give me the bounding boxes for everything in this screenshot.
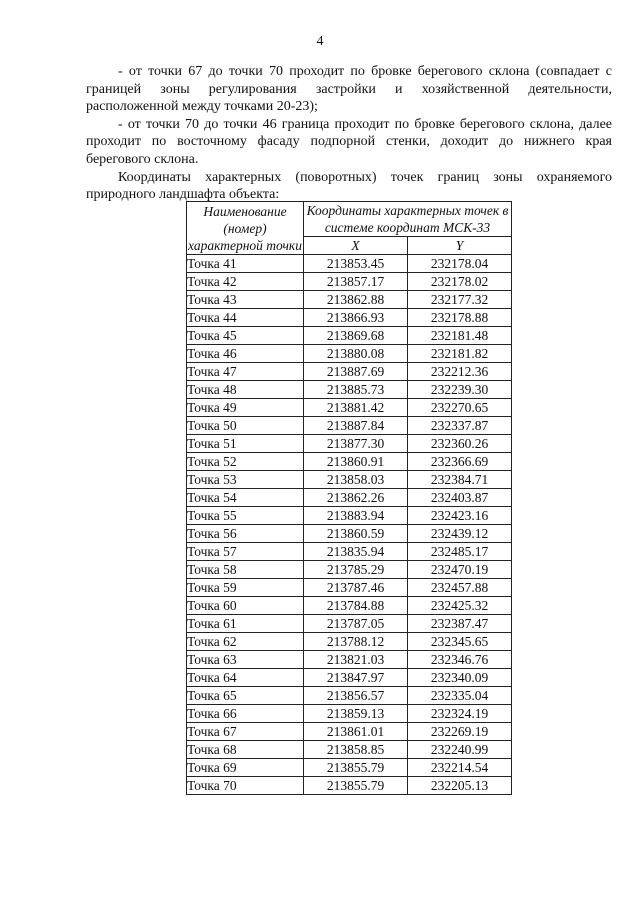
point-name-cell: Точка 59 (187, 579, 304, 597)
table-row (187, 363, 512, 381)
point-name-cell: Точка 43 (187, 291, 304, 309)
header-x: X (304, 237, 408, 255)
point-name-cell: Точка 49 (187, 399, 304, 417)
page-number: 4 (316, 34, 324, 49)
table-row (187, 507, 512, 525)
y-coordinate-cell: 232470.19 (408, 561, 512, 579)
x-coordinate-cell: 213860.59 (304, 525, 408, 543)
point-name-cell: Точка 58 (187, 561, 304, 579)
x-coordinate-cell: 213880.08 (304, 345, 408, 363)
table-row (187, 633, 512, 651)
table-row (187, 255, 512, 273)
point-name-cell: Точка 60 (187, 597, 304, 615)
table-row (187, 435, 512, 453)
point-name-cell: Точка 52 (187, 453, 304, 471)
table-row (187, 651, 512, 669)
y-coordinate-cell: 232337.87 (408, 417, 512, 435)
point-name-cell: Точка 45 (187, 327, 304, 345)
y-coordinate-cell: 232324.19 (408, 705, 512, 723)
table-row (187, 705, 512, 723)
paragraph-segment-70-46: - от точки 70 до точки 46 граница проходит по бровке берегового склона, далее проходит по восточному фасаду подпорной стенки, доходит до нижнего края берегового склона. (86, 116, 612, 167)
x-coordinate-cell: 213862.26 (304, 489, 408, 507)
y-coordinate-cell: 232423.16 (408, 507, 512, 525)
y-coordinate-cell: 232403.87 (408, 489, 512, 507)
y-coordinate-cell: 232269.19 (408, 723, 512, 741)
table-row (187, 525, 512, 543)
point-name-cell: Точка 61 (187, 615, 304, 633)
x-coordinate-cell: 213853.45 (304, 255, 408, 273)
y-coordinate-cell: 232335.04 (408, 687, 512, 705)
point-name-cell: Точка 53 (187, 471, 304, 489)
table-row (187, 489, 512, 507)
table-row (187, 309, 512, 327)
point-name-cell: Точка 55 (187, 507, 304, 525)
header-coordinates: Координаты характерных точек в системе координат МСК-33 (304, 202, 512, 237)
point-name-cell: Точка 42 (187, 273, 304, 291)
point-name-cell: Точка 62 (187, 633, 304, 651)
y-coordinate-cell: 232178.88 (408, 309, 512, 327)
x-coordinate-cell: 213855.79 (304, 777, 408, 795)
x-coordinate-cell: 213785.29 (304, 561, 408, 579)
table-row (187, 561, 512, 579)
y-coordinate-cell: 232340.09 (408, 669, 512, 687)
table-row (187, 543, 512, 561)
x-coordinate-cell: 213858.85 (304, 741, 408, 759)
x-coordinate-cell: 213855.79 (304, 759, 408, 777)
y-coordinate-cell: 232181.48 (408, 327, 512, 345)
table-header-row (187, 202, 512, 237)
y-coordinate-cell: 232240.99 (408, 741, 512, 759)
header-y: Y (408, 237, 512, 255)
paragraph-coordinates-intro: Координаты характерных (поворотных) точек границ зоны охраняемого природного ландшафта объекта: (86, 169, 612, 203)
y-coordinate-cell: 232345.65 (408, 633, 512, 651)
y-coordinate-cell: 232178.02 (408, 273, 512, 291)
point-name-cell: Точка 41 (187, 255, 304, 273)
x-coordinate-cell: 213885.73 (304, 381, 408, 399)
y-coordinate-cell: 232360.26 (408, 435, 512, 453)
y-coordinate-cell: 232387.47 (408, 615, 512, 633)
y-coordinate-cell: 232457.88 (408, 579, 512, 597)
point-name-cell: Точка 67 (187, 723, 304, 741)
y-coordinate-cell: 232485.17 (408, 543, 512, 561)
table-row (187, 777, 512, 795)
table-row (187, 291, 512, 309)
x-coordinate-cell: 213788.12 (304, 633, 408, 651)
x-coordinate-cell: 213860.91 (304, 453, 408, 471)
y-coordinate-cell: 232270.65 (408, 399, 512, 417)
x-coordinate-cell: 213835.94 (304, 543, 408, 561)
x-coordinate-cell: 213866.93 (304, 309, 408, 327)
point-name-cell: Точка 56 (187, 525, 304, 543)
table-row (187, 453, 512, 471)
point-name-cell: Точка 68 (187, 741, 304, 759)
point-name-cell: Точка 51 (187, 435, 304, 453)
point-name-cell: Точка 57 (187, 543, 304, 561)
x-coordinate-cell: 213787.46 (304, 579, 408, 597)
table-row (187, 417, 512, 435)
x-coordinate-cell: 213787.05 (304, 615, 408, 633)
x-coordinate-cell: 213857.17 (304, 273, 408, 291)
x-coordinate-cell: 213858.03 (304, 471, 408, 489)
document-text (86, 63, 612, 204)
x-coordinate-cell: 213887.84 (304, 417, 408, 435)
point-name-cell: Точка 54 (187, 489, 304, 507)
table-row (187, 399, 512, 417)
y-coordinate-cell: 232384.71 (408, 471, 512, 489)
x-coordinate-cell: 213883.94 (304, 507, 408, 525)
point-name-cell: Точка 70 (187, 777, 304, 795)
point-name-cell: Точка 46 (187, 345, 304, 363)
y-coordinate-cell: 232425.32 (408, 597, 512, 615)
point-name-cell: Точка 50 (187, 417, 304, 435)
table-row (187, 723, 512, 741)
table-row (187, 579, 512, 597)
point-name-cell: Точка 63 (187, 651, 304, 669)
y-coordinate-cell: 232439.12 (408, 525, 512, 543)
table-row (187, 669, 512, 687)
x-coordinate-cell: 213862.88 (304, 291, 408, 309)
y-coordinate-cell: 232346.76 (408, 651, 512, 669)
x-coordinate-cell: 213856.57 (304, 687, 408, 705)
x-coordinate-cell: 213861.01 (304, 723, 408, 741)
table-row (187, 759, 512, 777)
point-name-cell: Точка 65 (187, 687, 304, 705)
table-body (187, 255, 512, 795)
point-name-cell: Точка 69 (187, 759, 304, 777)
y-coordinate-cell: 232178.04 (408, 255, 512, 273)
y-coordinate-cell: 232366.69 (408, 453, 512, 471)
table-row (187, 741, 512, 759)
x-coordinate-cell: 213821.03 (304, 651, 408, 669)
table-row (187, 327, 512, 345)
x-coordinate-cell: 213847.97 (304, 669, 408, 687)
x-coordinate-cell: 213881.42 (304, 399, 408, 417)
table-row (187, 273, 512, 291)
paragraph-segment-67-70: - от точки 67 до точки 70 проходит по бровке берегового склона (совпадает с границей зоны регулирования застройки и хозяйственной деятельности, расположенной между точками 20-23); (86, 64, 612, 115)
table-row (187, 597, 512, 615)
table-row (187, 687, 512, 705)
table-row (187, 471, 512, 489)
x-coordinate-cell: 213859.13 (304, 705, 408, 723)
x-coordinate-cell: 213869.68 (304, 327, 408, 345)
y-coordinate-cell: 232181.82 (408, 345, 512, 363)
coordinates-table (186, 201, 512, 795)
table-row (187, 381, 512, 399)
point-name-cell: Точка 66 (187, 705, 304, 723)
table-row (187, 345, 512, 363)
point-name-cell: Точка 47 (187, 363, 304, 381)
y-coordinate-cell: 232177.32 (408, 291, 512, 309)
point-name-cell: Точка 48 (187, 381, 304, 399)
y-coordinate-cell: 232239.30 (408, 381, 512, 399)
y-coordinate-cell: 232214.54 (408, 759, 512, 777)
y-coordinate-cell: 232205.13 (408, 777, 512, 795)
x-coordinate-cell: 213887.69 (304, 363, 408, 381)
x-coordinate-cell: 213784.88 (304, 597, 408, 615)
x-coordinate-cell: 213877.30 (304, 435, 408, 453)
y-coordinate-cell: 232212.36 (408, 363, 512, 381)
table-row (187, 615, 512, 633)
point-name-cell: Точка 44 (187, 309, 304, 327)
header-point-name: Наименование (номер) характерной точки (188, 203, 302, 253)
point-name-cell: Точка 64 (187, 669, 304, 687)
